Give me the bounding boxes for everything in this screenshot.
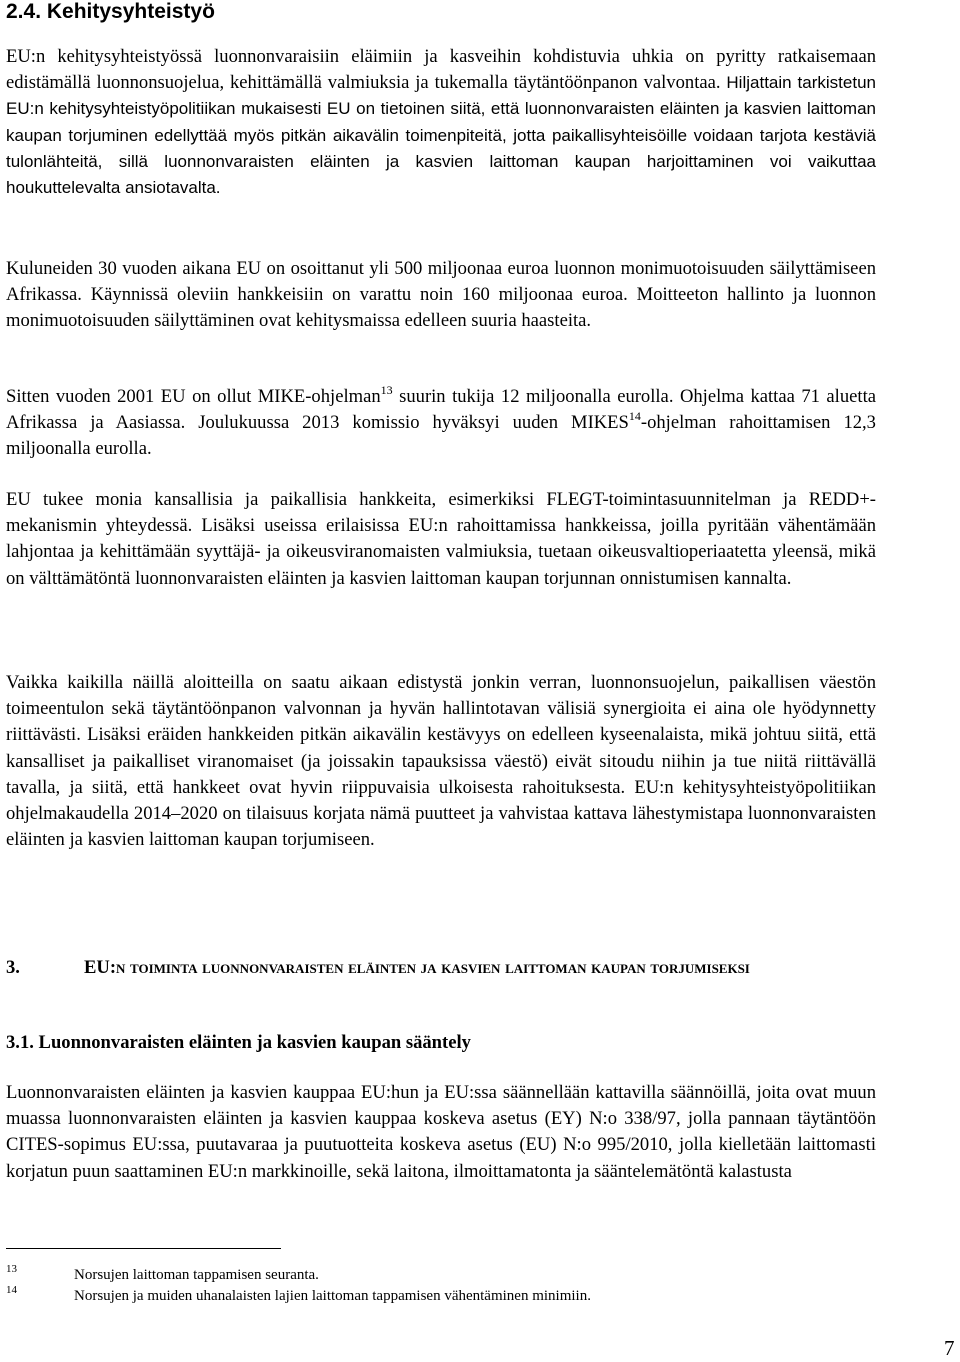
mike-text-b: suurin tukija 12 miljoonalla eurolla. Ohjelma kattaa 71 aluetta Afrikassa ja Aasiassa. Joulukuussa 2013 komissio hyväksyi uuden MIKES xyxy=(6,386,876,434)
footnote-ref-14[interactable]: 14 xyxy=(628,409,641,424)
mike-text-c: -ohjelman rahoittamisen 12,3 miljoonalla eurolla. xyxy=(6,412,876,460)
footnote-text: Norsujen laittoman tappamisen seuranta. xyxy=(74,1267,319,1283)
paragraph-trade-regulation: Luonnonvaraisten eläinten ja kasvien kauppaa EU:hun ja EU:ssa säännellään kattavilla säännöillä, joita ovat muun muassa luonnonvaraisten eläinten ja kasvien kauppaa koskeva asetus (EY) N:o 338/97, jolla pannaan täytäntöön CITES-sopimus EU:ssa, puutavaraa ja puutuotteita koskeva asetus (EU) N:o 995/2010, jolla kielletään laittomasti korjatun puun saattaminen EU:n markkinoille, sekä laitona, ilmoittamatonta ja sääntelemätöntä kalastusta xyxy=(6,1082,876,1182)
paragraph-serif-part: EU:n kehitysyhteistyössä luonnonvaraisiin eläimiin ja kasveihin kohdistuvia uhkia on pyritty ratkaisemaan edistämällä luonnonsuojelua, kehittämällä valmiuksia ja tukemalla täytäntöönpanon valvontaa. xyxy=(6,46,876,94)
paragraph-mike-programme xyxy=(6,384,876,463)
footnote-ref-13[interactable]: 13 xyxy=(380,383,393,397)
footnote-divider xyxy=(6,1248,281,1249)
section-heading-3-1: 3.1. Luonnonvaraisten eläinten ja kasvien kaupan sääntely xyxy=(6,1032,471,1053)
footnote-mark: 13 xyxy=(6,1263,17,1275)
paragraph-biodiversity-funding: Kuluneiden 30 vuoden aikana EU on osoittanut yli 500 miljoonaa euroa luonnon monimuotoisuuden säilyttämiseen Afrikassa. Käynnissä oleviin hankkeisiin on varattu noin 160 miljoonaa euroa. Moitteeton hallinto ja luonnon monimuotoisuuden säilyttäminen ovat kehitysmaissa edelleen suuria haasteita. xyxy=(6,258,876,332)
paragraph-synergies: Vaikka kaikilla näillä aloitteilla on saatu aikaan edistystä jonkin verran, luonnonsuojelun, paikallisen väestön toimeentulon sekä täytäntöönpanon valvonnan ja hyvän hallintotavan välisiä synergioita ei aina ole hyödynnetty riittävästi. Lisäksi eräiden hankkeiden pitkän aikavälin kestävyys on edelleen kyseenalaista, mikä johtuu siitä, että kansalliset ja paikalliset viranomaiset (ja joissakin tapauksissa väestö) eivät sitoudu niihin ja tue niitä riittävällä tavalla, ja siitä, että hankkeet ovat hyvin riippuvaisia ulkoisesta rahoituksesta. EU:n kehitysyhteistyöpolitiikan ohjelmakaudella 2014–2020 on tilaisuus korjata nämä puutteet ja vahvistaa kattava lähestymistapa luonnonvaraisten eläinten ja kasvien laittoman kaupan torjumiseen. xyxy=(6,672,876,851)
paragraph-flegt-redd: EU tukee monia kansallisia ja paikallisia hankkeita, esimerkiksi FLEGT-toimintasuunnitelman ja REDD+-mekanismin yhteydessä. Lisäksi useissa erilaisissa EU:n rahoittamissa hankkeissa, joilla pyritään vähentämään lahjontaa ja kehittämään syyttäjä- ja oikeusviranomaisten valmiuksia, tuetaan oikeusvaltioperiaatetta yleensä, mikä on välttämätöntä luonnonvaraisten eläinten ja kasvien laittoman kaupan torjunnan onnistumisen kannalta. xyxy=(6,489,876,589)
mike-text-a: Sitten vuoden 2001 EU on ollut MIKE-ohjelman xyxy=(6,386,381,407)
section-title: EU:n toiminta luonnonvaraisten eläinten ja kasvien laittoman kaupan torjumiseksi xyxy=(84,957,750,978)
section-number: 3. xyxy=(6,957,20,978)
page-number: 7 xyxy=(944,1336,955,1360)
footnote-mark: 14 xyxy=(6,1284,17,1296)
paragraph-sans-part: Hiljattain tarkistetun EU:n kehitysyhteistyöpolitiikan mukaisesti EU on tietoinen siitä, että luonnonvaraisten eläinten ja kasvien laittoman kaupan torjuminen edellyttää myös pitkän aikavälin toimenpiteitä, jotta paikallisyhteisöille voidaan tarjota kestäviä tulonlähteitä, sillä luonnonvaraisten eläinten ja kasvien laittoman kaupan harjoittaminen voi vaikuttaa houkuttelevalta ansiotavalta. xyxy=(6,73,876,198)
section-heading-2-4: 2.4. Kehitysyhteistyö xyxy=(6,0,215,23)
paragraph-development-cooperation xyxy=(6,44,876,201)
footnote-text: Norsujen ja muiden uhanalaisten lajien laittoman tappamisen vähentäminen minimiin. xyxy=(74,1288,591,1304)
